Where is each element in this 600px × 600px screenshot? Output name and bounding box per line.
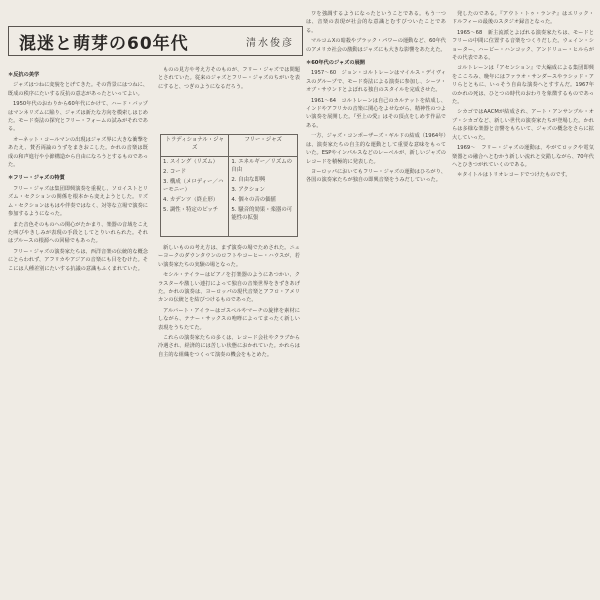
table-header: フリー・ジャズ: [229, 135, 298, 157]
paragraph: 1961〜64 コルトレーンは自己のカルテットを結成し、インドやアフリカの音楽に関心をよせながら、精神性のつよい演奏を展開した。『至上の愛』はその頂点をしめす作品である。: [306, 97, 446, 129]
paragraph: マルコムXの暗殺やブラック・パワーの運動など、60年代のアメリカ社会の激動はジャズにも大きな影響をあたえた。: [306, 38, 446, 53]
table-cell: 2. コード: [163, 169, 187, 176]
table-cell: 2. 自由な即興: [231, 177, 266, 184]
table-cell: 3. 構成（メロディー／ハーモニー）: [163, 179, 224, 194]
table-row: [161, 157, 298, 237]
column-2-body: [158, 244, 300, 594]
table-cell: 5. 騒音的効果・楽器の可能性の拡張: [231, 207, 293, 222]
column-4: [452, 10, 594, 595]
comparison-table: [160, 134, 298, 237]
table-cell: 1. エネルギー／リズムの自由: [231, 159, 292, 174]
paragraph: 新しいものの考え方は、まず演奏の場でためされた。ニューヨークのダウンタウンのロフトやコーヒー・ハウスが、若い演奏家たちの実験の場となった。: [158, 245, 300, 268]
paragraph: ワを強調するようになったということである。もう一つは、音楽の表現が社会的な意識とむすびついたことである。: [306, 11, 446, 34]
table-cell-left: [161, 157, 229, 237]
paragraph: セシル・テイラーはピアノを打楽器のようにあつかい、クラスターや激しい連打によって独自の音楽世界をきずきあげた。かれの演奏は、ヨーロッパの現代音楽とアフロ・アメリカンの伝統とを結びつけるものであった。: [158, 272, 300, 304]
table-cell-right: [229, 157, 298, 237]
paragraph: これらの演奏家たちの多くは、レコード会社やクラブから冷遇され、経済的には苦しい状態におかれていた。かれらは自主的な組織をつくって演奏の機会をもとめた。: [158, 335, 300, 358]
table-cell: 1. スイング（リズム）: [163, 159, 219, 166]
table-cell: 3. アクション: [231, 187, 265, 194]
section-heading: ＊60年代のジャズの展開: [306, 60, 365, 67]
paragraph: 一方、ジャズ・コンポーザーズ・ギルドの結成（1964年）は、演奏家たちの自主的な運動として重要な意味をもっていた。ESPやインパルスなどのレーベルが、新しいジャズのレコードを積極的に発表した。: [306, 133, 446, 165]
paragraph: シカゴではAACMが結成され、アート・アンサンブル・オブ・シカゴなど、新しい世代の演奏家たちが登場した。かれらは多様な楽器と音響をもちいて、ジャズの概念をさらに拡大していった。: [452, 109, 594, 141]
page-title: 混迷と萌芽の60年代: [19, 33, 189, 54]
section-heading: ＊フリー・ジャズの特質: [8, 175, 65, 182]
author-name: 清水俊彦: [246, 37, 294, 49]
paragraph: コルトレーンは『アセンション』で大編成による集団即興をこころみ、晩年にはファラオ・サンダースやラシッド・アリらとともに、いっそう自由な演奏へとすすんだ。1967年のかれの死は、ひとつの時代のおわりを象徴するものであった。: [452, 65, 594, 106]
paragraph: 1950年代のおわりから60年代にかけて、ハード・バップはマンネリズムに陥り、ジャズは新たな方向を模索しはじめた。モード奏法の探究とフリー・フォームの試みがそれである。: [8, 101, 148, 133]
paragraph: 発したのである。『アウト・トゥ・ランチ』はエリック・ドルフィーの最後のスタジオ録音となった。: [452, 11, 594, 26]
paragraph: ヨーロッパにおいてもフリー・ジャズの運動はひろがり、各国の演奏家たちが独自の即興音楽をうみだしていった。: [306, 168, 446, 184]
paragraph: ものの見方や考え方そのものが、フリー・ジャズでは問題とされていた。従来のジャズとフリー・ジャズのちがいを表にすると、つぎのようになるだろう。: [158, 67, 300, 90]
paragraph: オーネット・コールマンの出現はジャズ界に大きな衝撃をあたえ、賛否両論のうずをまきおこした。かれの音楽は既成の和声進行や小節構造から自由になろうとするものであった。: [8, 136, 148, 169]
title-box: [8, 26, 303, 56]
table-cell: 5. 調性・特定のピッチ: [163, 207, 219, 214]
column-3: [306, 10, 446, 595]
footnote: ＊タイトルはトリオレコードでつけたものです。: [457, 172, 571, 179]
table-cell: 4. 個々の音の価値: [231, 197, 276, 204]
table-cell: 4. カデンツ（終止形）: [163, 197, 219, 204]
column-2-intro: [158, 66, 300, 126]
table-header-row: [161, 135, 298, 157]
table-header: トラディショナル・ジャズ: [161, 135, 229, 157]
section-heading: ＊反抗の美学: [8, 72, 40, 78]
column-1: [8, 66, 148, 591]
paragraph: アルバート・アイラーはゴスペルやマーチの旋律を素材にしながら、テナー・サックスの咆哮によってまったく新しい表現をうちたてた。: [158, 307, 300, 331]
paragraph: ジャズはつねに変貌をとげてきた。その背景にはつねに、既成の秩序にたいする反抗の意志があったといってよい。: [8, 82, 148, 97]
paragraph: 1965〜68 新主流派とよばれる演奏家たちは、モードとフリーの中間に位置する音楽をつくりだした。ウェイン・ショーター、ハービー・ハンコック、アンドリュー・ヒルらがその代表である。: [452, 29, 594, 62]
paragraph: フリー・ジャズは集団即興演奏を重視し、ソロイストとリズム・セクションの関係を根本から変えようとした。リズム・セクションはもはや伴奏ではなく、対等な立場で演奏に参加するようになった。: [8, 185, 148, 218]
paragraph: また音色そのものへの関心がたかまり、楽器の音域をこえた叫びやきしみが表現の手段としてとりいれられた。それはブルースの根源への回帰でもあった。: [8, 221, 148, 245]
paragraph: フリー・ジャズの演奏家たちは、西洋音楽の伝統的な概念にとらわれず、アフリカやアジアの音楽にも目をむけた。そこには人種差別にたいする抗議の意識もふくまれていた。: [8, 248, 148, 272]
paragraph: 1957〜60 ジョン・コルトレーンはマイルス・デイヴィスのグループで、モード奏法による演奏に参加し、シーツ・オブ・サウンドとよばれる独自のスタイルを完成させた。: [306, 70, 446, 94]
paragraph: 1969〜 フリー・ジャズの運動は、やがてロックや電気楽器との融合へとむかう新しい流れと交錯しながら、70年代へとひきつがれていくのである。: [452, 145, 594, 168]
